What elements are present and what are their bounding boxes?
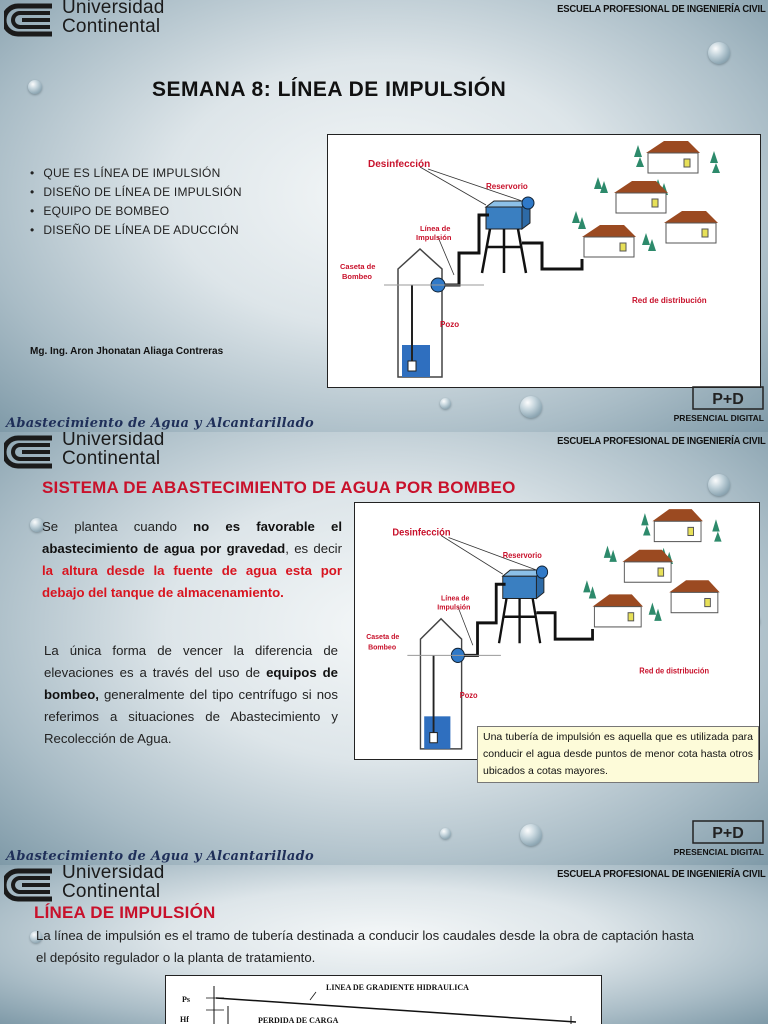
house-icon [582, 225, 636, 257]
figure-label-perdida: PERDIDA DE CARGA [258, 1016, 339, 1024]
slide-1 [0, 0, 768, 432]
topic-item: • QUE ES LÍNEA DE IMPULSIÓN [30, 164, 242, 183]
diagram-label-pozo: Pozo [440, 320, 460, 329]
definition-note: Una tubería de impulsión es aquella que es utilizada para conducir el agua desde puntos de menor cota hasta otros ubicados a cotas mayores. [477, 726, 759, 783]
figure-label-ps: Ps [182, 995, 190, 1004]
diagram-label-desinfeccion: Desinfección [368, 159, 431, 170]
diagram-label-red: Red de distribución [632, 296, 707, 305]
water-drop [440, 398, 451, 409]
pd-logo-icon [692, 820, 764, 844]
house-icon [622, 550, 673, 583]
logo-line-2: Continental [62, 881, 161, 902]
slide-title: SEMANA 8: LÍNEA DE IMPULSIÓN [152, 78, 507, 101]
presencial-digital-badge [673, 386, 764, 428]
school-name: ESCUELA PROFESIONAL DE INGENIERÍA CIVIL [557, 435, 766, 447]
logo-line-2: Continental [62, 16, 161, 37]
water-drop [708, 42, 730, 64]
topic-item: • DISEÑO DE LÍNEA DE ADUCCIÓN [30, 221, 242, 240]
diagram-label-red: Red de distribución [639, 666, 710, 676]
house-icon [652, 509, 703, 542]
diagram-label-linea: Línea de [420, 224, 451, 233]
water-drop [520, 824, 542, 846]
diagram-label-impulsion: Impulsión [416, 233, 452, 242]
figure-label-hf: Hf [180, 1015, 189, 1024]
diagram-label-desinfeccion: Desinfección [392, 527, 451, 539]
pumping-system-diagram [354, 502, 760, 760]
house-icon [614, 181, 668, 213]
paragraph: La línea de impulsión es el tramo de tubería destinada a conducir los caudales desde la obra de captación hasta el depósito regulador o la planta de tratamiento. [36, 928, 694, 965]
pd-text: PRESENCIAL DIGITAL [673, 413, 764, 423]
diagram-label-reservorio: Reservorio [486, 182, 528, 191]
logo-line-1: Universidad [62, 0, 165, 18]
water-drop [440, 828, 451, 839]
house-icon [664, 211, 718, 243]
topic-item: • DISEÑO DE LÍNEA DE IMPULSIÓN [30, 183, 242, 202]
topic-item: • EQUIPO DE BOMBEO [30, 202, 242, 221]
author-name: Mg. Ing. Aron Jhonatan Aliaga Contreras [30, 346, 224, 357]
slide-3 [0, 865, 768, 1024]
house-icon [669, 580, 720, 613]
house-icon [593, 594, 644, 627]
diagram-label-impulsion: Impulsión [437, 602, 471, 612]
paragraph-2: La única forma de vencer la diferencia de elevaciones es a través del uso de equipos de bombeo, generalmente del tipo centrífugo si nos referimos a situaciones de Abastecimiento y Recolección de Agua. [44, 643, 339, 746]
water-drop [520, 396, 542, 418]
diagram-label-bombeo: Bombeo [342, 272, 372, 281]
slide-2 [0, 432, 768, 865]
logo-text [62, 432, 165, 468]
paragraph-1: Se plantea cuando no es favorable el abastecimiento de agua por gravedad, es decir la altura desde la fuente de agua esta por debajo del tanque de almacenamiento. [42, 519, 342, 600]
slide-title: LÍNEA DE IMPULSIÓN [34, 903, 216, 922]
topic-list [30, 164, 242, 240]
figure-label-gradient: LINEA DE GRADIENTE HIDRAULICA [326, 983, 469, 992]
diagram-label-caseta: Caseta de [366, 631, 400, 642]
university-logo [2, 865, 202, 905]
logo-mark-icon [4, 2, 56, 38]
reservoir-tank-icon [499, 566, 548, 643]
diagram-label-bombeo: Bombeo [368, 642, 397, 652]
pump-house-icon [420, 619, 464, 749]
svg-text:P+D: P+D [712, 391, 744, 408]
presencial-digital-badge [673, 820, 764, 862]
logo-text [62, 0, 165, 36]
school-name: ESCUELA PROFESIONAL DE INGENIERÍA CIVIL [557, 3, 766, 15]
school-name: ESCUELA PROFESIONAL DE INGENIERÍA CIVIL [557, 868, 766, 880]
diagram-label-reservorio: Reservorio [502, 550, 542, 560]
svg-text:P+D: P+D [712, 825, 744, 842]
university-logo [2, 432, 202, 472]
water-drop [708, 474, 730, 496]
hydraulic-profile-figure [165, 975, 602, 1024]
footer-course: Abastecimiento de Agua y Alcantarillado [6, 849, 315, 864]
water-drop [28, 80, 42, 94]
diagram-label-linea: Línea de [441, 593, 470, 603]
diagram-label-pozo: Pozo [459, 690, 478, 701]
reservoir-tank-icon [482, 197, 534, 273]
university-logo [2, 0, 202, 40]
pumping-system-diagram [327, 134, 761, 388]
logo-line-1: Universidad [62, 865, 165, 883]
footer-course: Abastecimiento de Agua y Alcantarillado [6, 416, 315, 431]
logo-text [62, 865, 165, 901]
pump-house-icon [398, 249, 445, 377]
logo-line-2: Continental [62, 448, 161, 469]
house-icon [646, 141, 700, 173]
logo-mark-icon [4, 434, 56, 470]
logo-line-1: Universidad [62, 432, 165, 450]
diagram-label-caseta: Caseta de [340, 262, 376, 271]
logo-mark-icon [4, 867, 56, 903]
pd-logo-icon [692, 386, 764, 410]
slide-title: SISTEMA DE ABASTECIMIENTO DE AGUA POR BOMBEO [42, 478, 516, 497]
pd-text: PRESENCIAL DIGITAL [673, 847, 764, 857]
